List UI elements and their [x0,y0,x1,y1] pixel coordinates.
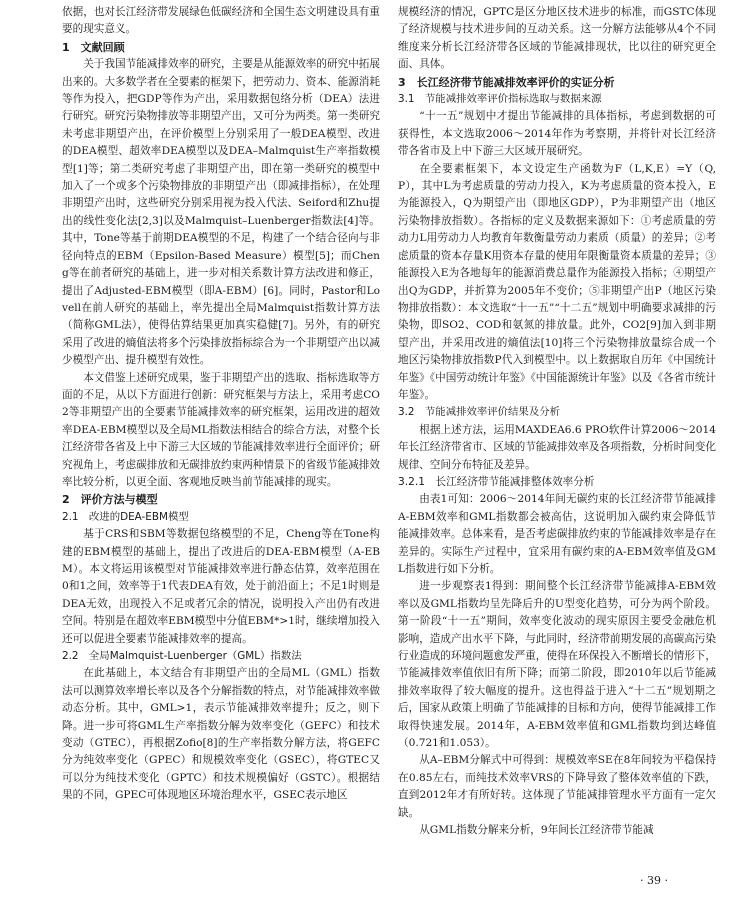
subsection-heading: 3.1 节能减排效率评价指标选取与数据来源 [398,93,602,106]
paragraph: 由表1可知：2006～2014年间无碳约束的长江经济带节能减排A-EBM效率和GML指数都会被高估，这说明加入碳约束会降低节能减排效率。总体来看，是否考虑碳排放约束的节能减排效率是存在差异的。实际生产过程中，宜采用有碳约束的A-EBM效率值及GML指数进行如下分析。 [398,493,716,575]
section-heading: 1 文献回顾 [62,40,125,54]
subsection-heading: 2.2 全局Malmquist-Luenberger（GML）指数法 [62,650,302,663]
section-heading: 2 评价方法与模型 [62,493,158,507]
subsection-heading: 3.2 节能减排效率评价结果及分析 [398,406,560,419]
paragraph: 在此基础上，本文结合有非期望产出的全局ML（GML）指数法可以测算效率增长率以及各个分解指数的特点，对节能减排效率做动态分析。其中，GML>1，表示节能减排效率提升；反之，则下降。进一步可将GML生产率指数分解为效率变化（GEFC）和技术变动（GTEC），再根据Zofio[8]的生产率指数分解方法，将GEFC分为纯效率变化（GPEC）和规模效率变化（GSEC），将GTEC又可以分为纯技术变化（GPTC）和技术规模偏好（GSTC）。根据结果的不同，GPEC可体现地区环境治理水平，GSEC表示地区 [62,667,380,802]
subsubsection-heading: 3.2.1 长江经济带节能减排整体效率分析 [398,475,595,488]
right-column [398,4,716,840]
paragraph: 本文借鉴上述研究成果，鉴于非期望产出的选取、指标选取等方面的不足，从以下方面进行创新：研究框架与方法上，采用考虑CO2等非期望产出的全要素节能减排效率的研究框架，运用改进的超效率DEA-EBM模型以及全局ML指数法相结合的综合方法，对整个长江经济带各省及上中下游三大区域的节能减排效率进行全面评价；研究视角上，考虑碳排放和无碳排放约束两种情景下的省级节能减排效率比较分析，以更全面、客观地反映当前节能减排的现实。 [62,371,380,488]
paragraph: 基于CRS和SBM等数据包络模型的不足，Cheng等在Tone构建的EBM模型的基础上，提出了改进后的DEA-EBM模型（A-EBM）。本文将运用该模型对节能减排效率进行静态估算，效率范围在0和1之间，效率等于1代表DEA有效，处于前沿面上；不足1时则是DEA无效，出现投入不足或者冗余的情况，说明投入产出仍有改进空间。特别是在超效率EBM模型中分值EBM*>1时，继续增加投入还可以促进全要素节能减排效率的提高。 [62,528,380,645]
paragraph: 关于我国节能减排效率的研究，主要是从能源效率的研究中拓展出来的。大多数学者在全要素的框架下，把劳动力、资本、能源消耗等作为投入，把GDP等作为产出，采用数据包络分析（DEA）法进行研究。研究污染物排放等非期望产出，又可分为两类。第一类研究未考虑非期望产出，在评价模型上分别采用了一般DEA模型、改进的DEA模型、超效率DEA模型以及DEA–Malmquist生产率指数模型[1]等；第二类研究考虑了非期望产出，即在第一类研究的模型中加入了一个或多个污染物排放的非期望产出（即减排指标），在处理非期望产出时，这些研究分别采用视为投入代法、Seiford和Zhu提出的线性变化法[2,3]以及Malmquist–Luenberger指数法[4]等。其中，Tone等基于前期DEA模型的不足，构建了一个结合径向与非径向特点的EBM（Epsilon-Based Measure）模型[5]；而Cheng等在前者研究的基础上，进一步对相关系数计算方法改进和修正，提出了Adjusted-EBM模型（即A-EBM）[6]。同时，Pastor和Lovell在前人研究的基础上，率先提出全局Malmquist指数计算方法（简称GML法），使得估算结果更加真实稳健[7]。另外，有的研究采用了改进的熵值法将多个污染排放指标综合为一个非期望产出以减少模型产出、提升模型有效性。 [62,58,380,367]
paragraph: “十一五”规划中才提出节能减排的具体指标，考虑到数据的可获得性，本文选取2006～2014年作为考察期，并将针对长江经济带各省市及上中下游三大区域开展研究。 [398,110,716,158]
subsection-heading: 2.1 改进的DEA-EBM模型 [62,510,189,523]
paragraph: 在全要素框架下，本文设定生产函数为F（L,K,E）=Y（Q,P），其中L为考虑质量的劳动力投入，K为考虑质量的资本投入，E为能源投入，Q为期望产出（即地区GDP），P为非期望产出（地区污染物排放指数）。各指标的定义及数据来源如下：①考虑质量的劳动力L用劳动力人均教育年数衡量劳动力素质（质量）的差异；②考虑质量的资本存量K用资本存量的使用年限衡量资本质量的差异；③能源投入E为各地每年的能源消费总量作为能源投入指标；④期望产出Q为GDP，并折算为2005年不变价；⑤非期望产出P（地区污染物排放指数）：本文选取“十一五”“十二五”规划中明确要求减排的污染物，即SO2、COD和氨氮的排放量。此外，CO2[9]加入到非期望产出，并采用改进的熵值法[10]将三个污染物排放量综合成一个地区污染物排放指数P代入到模型中。以上数据取自历年《中国统计年鉴》《中国劳动统计年鉴》《中国能源统计年鉴》以及《各省市统计年鉴》。 [398,162,716,401]
paragraph: 从A–EBM分解式中可得到：规模效率SE在8年间较为平稳保持在0.85左右，而纯技术效率VRS的下降导致了整体效率值的下跌，直到2012年才有所好转。这体现了节能减排管理水平方面有一定欠缺。 [398,754,716,819]
paragraph: 根据上述方法，运用MAXDEA6.6 PRO软件计算2006～2014年长江经济带省市、区域的节能减排效率及各项指数，分析时间变化规律、空间分布特征及差异。 [398,423,716,471]
paragraph: 进一步观察表1得到：期间整个长江经济带节能减排A-EBM效率以及GML指数均呈先降后升的U型变化趋势，可分为两个阶段。第一阶段“十一五”期间，效率变化波动的现实原因主要受金融危机影响，造成产出水平下降，与此同时，经济带前期发展的高碳高污染行业造成的环境问题愈发严重，使得在环保投入不断增长的情形下，节能减排效率值依旧有所下降；而第二阶段，即2010年以后节能减排效率取得了较大幅度的提升。这也得益于进入“十二五”规划期之后，国家从政策上明确了节能减排的目标和方向，使得节能减排工作取得快速发展。2014年，A-EBM效率值和GML指数均到达峰值（0.721和1.053）。 [398,580,716,750]
paragraph: 规模经济的情况，GPTC是区分地区技术进步的标准，而GSTC体现了经济规模与技术进步间的互动关系。这一分解方法能够从4个不同维度来分析长江经济带各区域的节能减排现状，比以往的研究更全面、具体。 [398,6,716,71]
paragraph: 从GML指数分解来分析，9年间长江经济带节能减 [419,824,654,837]
section-heading: 3 长江经济带节能减排效率评价的实证分析 [398,75,615,89]
paragraph: 依据，也对长江经济带发展绿色低碳经济和全国生态文明建设具有重要的现实意义。 [62,6,380,36]
page-number: · 39 · [640,874,668,887]
left-column [62,4,380,805]
